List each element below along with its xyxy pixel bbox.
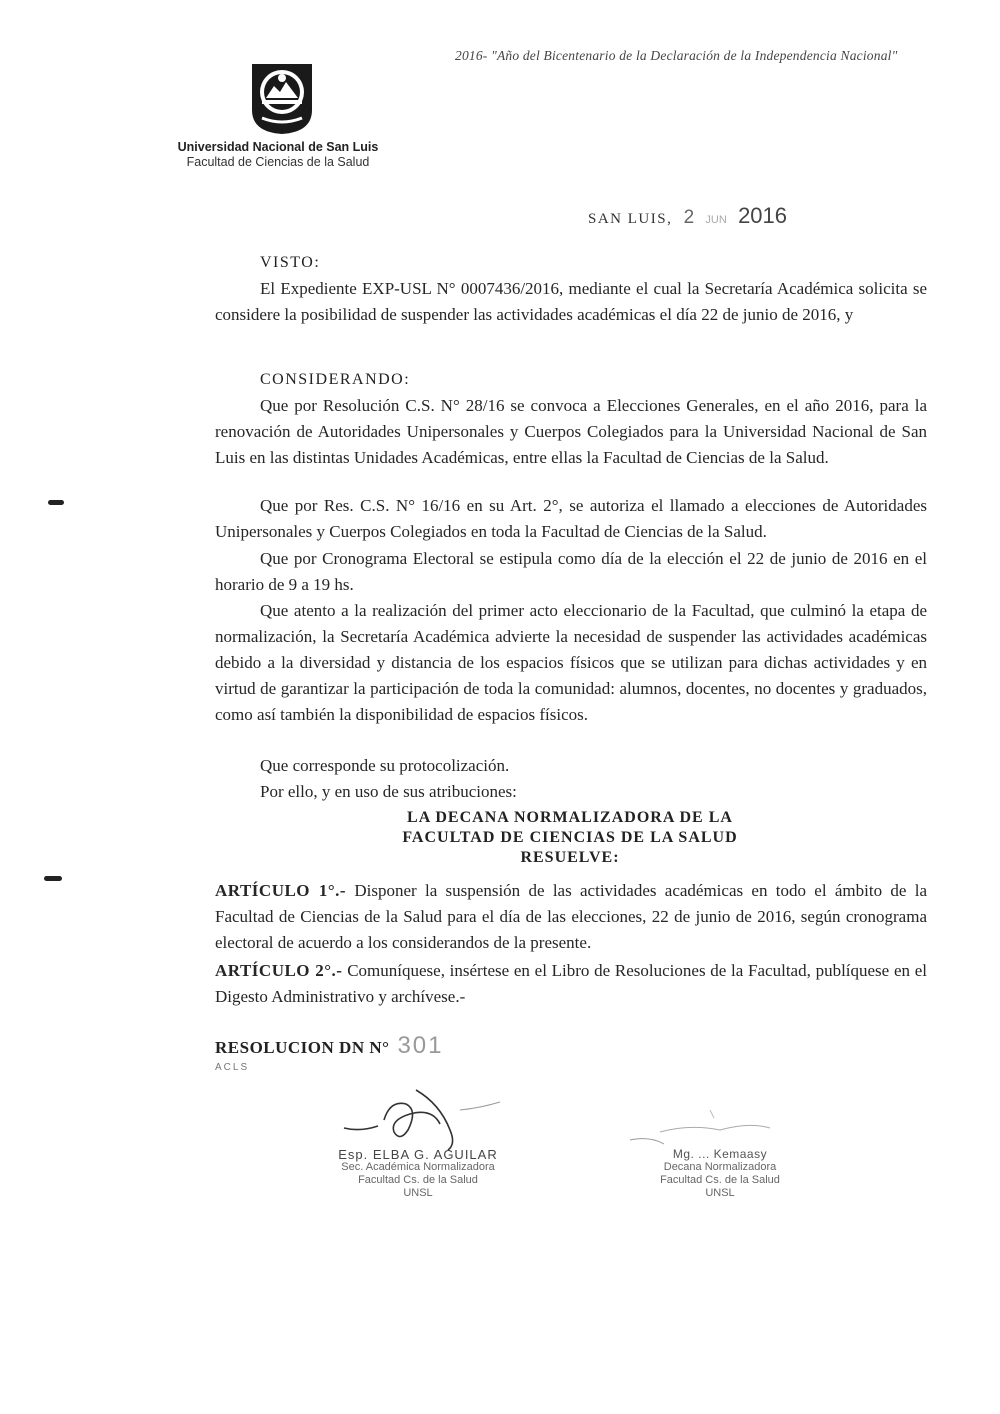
resolution-number-label: RESOLUCION DN N°	[215, 1038, 390, 1057]
considerando-text: Por ello, y en uso de sus atribuciones:	[260, 782, 517, 801]
considerando-text: Que por Cronograma Electoral se estipula como día de la elección el 22 de junio de 2016 en el horario de 9 a 19 hs.	[215, 549, 927, 594]
article-label: ARTÍCULO 2°.-	[215, 961, 343, 980]
resolution-number	[215, 1032, 443, 1060]
article-2	[215, 958, 927, 1010]
considerando-paragraph	[215, 393, 927, 471]
resolution-number-value: 301	[397, 1032, 444, 1059]
article-1	[215, 878, 927, 956]
article-text: Disponer la suspensión de las actividades académicas en todo el ámbito de la Facultad de Ciencias de la Salud para el día de las elecciones, 22 de junio de 2016, según cronograma electoral de acuerdo a los considerandos de la presente.	[215, 881, 927, 952]
resolution-authority-line: LA DECANA NORMALIZADORA DE LA	[407, 809, 733, 826]
resuelve-heading: RESUELVE:	[520, 849, 620, 866]
left-signer-name: Esp. ELBA G. AGUILAR	[338, 1147, 498, 1162]
date-line	[588, 203, 787, 229]
right-signer-faculty: Facultad Cs. de la Salud	[660, 1174, 780, 1186]
margin-scan-mark	[48, 500, 64, 505]
left-signer-university: UNSL	[403, 1187, 433, 1199]
resolution-faculty-line: FACULTAD DE CIENCIAS DE LA SALUD	[402, 829, 738, 846]
considerando-paragraph	[215, 493, 927, 545]
article-text: Comuníquese, insértese en el Libro de Resoluciones de la Facultad, publíquese en el Digesto Administrativo y archívese.-	[215, 961, 927, 1006]
right-signer-name: Mg. ... Kemaasy	[672, 1147, 768, 1161]
date-place: SAN LUIS,	[588, 211, 673, 227]
considerando-paragraph	[215, 598, 927, 728]
considerando-heading: CONSIDERANDO:	[260, 371, 411, 388]
date-day-stamp: 2	[683, 207, 695, 228]
article-label: ARTÍCULO 1°.-	[215, 881, 347, 900]
typist-initials: ACLS	[215, 1062, 250, 1073]
visto-text: El Expediente EXP-USL N° 0007436/2016, mediante el cual la Secretaría Académica solicita se considere la posibilidad de suspender las actividades académicas el día 22 de junio de 2016, y	[215, 279, 927, 324]
header-motto: 2016- "Año del Bicentenario de la Declaración de la Independencia Nacional"	[455, 48, 898, 63]
considerando-text: Que por Res. C.S. N° 16/16 en su Art. 2°, se autoriza el llamado a elecciones de Autoridades Unipersonales y Cuerpos Colegiados en toda la Facultad de Ciencias de la Salud.	[215, 496, 927, 541]
considerando-text: Que por Resolución C.S. N° 28/16 se convoca a Elecciones Generales, en el año 2016, para la renovación de Autoridades Unipersonales y Cuerpos Colegiados para la Universidad Nacional de San Luis en las distintas Unidades Académicas, entre ellas la Facultad de Ciencias de la Salud.	[215, 396, 927, 467]
date-year-stamp: 2016	[738, 203, 788, 228]
margin-scan-mark	[44, 876, 62, 881]
considerando-paragraph	[215, 753, 927, 779]
left-signature-stamp	[318, 1148, 518, 1200]
left-signer-role: Sec. Académica Normalizadora	[341, 1161, 495, 1173]
right-signer-university: UNSL	[705, 1187, 735, 1199]
faculty-name: Facultad de Ciencias de la Salud	[186, 155, 370, 169]
university-seal-logo	[248, 60, 316, 136]
considerando-paragraph	[215, 779, 927, 805]
right-signer-role: Decana Normalizadora	[663, 1161, 777, 1173]
visto-paragraph	[215, 276, 927, 328]
university-name: Universidad Nacional de San Luis	[177, 140, 379, 154]
left-signer-faculty: Facultad Cs. de la Salud	[358, 1174, 478, 1186]
considerando-text: Que corresponde su protocolización.	[260, 756, 510, 775]
date-month-stamp: JUN	[705, 214, 727, 226]
right-signature-stamp	[610, 1148, 830, 1200]
considerando-text: Que atento a la realización del primer acto eleccionario de la Facultad, que culminó la etapa de normalización, la Secretaría Académica advierte la necesidad de suspender las actividades académicas debido a la diversidad y distancia de los espacios físicos que se utilizan para dichas actividades y en virtud de garantizar la participación de toda la comunidad: alumnos, docentes, no docentes y graduados, como así también la disponibilidad de espacios físicos.	[215, 601, 927, 724]
considerando-paragraph	[215, 546, 927, 598]
visto-heading: VISTO:	[260, 254, 321, 271]
